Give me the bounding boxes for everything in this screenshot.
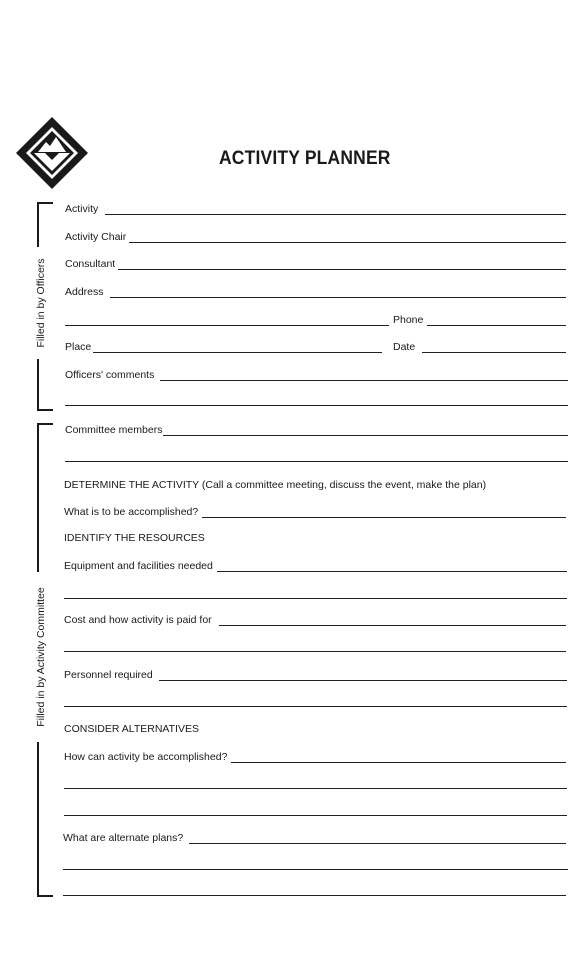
what-accomplished-label: What is to be accomplished? [64,506,199,518]
committee-members-field[interactable] [65,423,568,437]
address-label: Address [65,286,104,298]
how-accomplished-extra-1[interactable] [64,776,567,790]
activity-chair-field[interactable] [65,230,566,244]
consultant-field[interactable] [65,257,566,271]
how-accomplished-line[interactable] [231,762,566,763]
officers-comments-field[interactable] [65,368,568,382]
equipment-field[interactable] [64,559,567,573]
committee-members-line-2[interactable] [65,461,568,462]
equipment-label: Equipment and facilities needed [64,560,213,572]
cost-label: Cost and how activity is paid for [64,614,212,626]
personnel-line[interactable] [159,680,567,681]
cost-line[interactable] [219,625,566,626]
consultant-label: Consultant [65,258,116,270]
determine-heading-text: DETERMINE THE ACTIVITY [64,479,199,491]
identify-resources-heading: IDENTIFY THE RESOURCES [64,532,205,544]
how-accomplished-line-2[interactable] [64,788,567,789]
activity-line[interactable] [105,214,566,215]
activity-label: Activity [65,203,99,215]
officers-comments-label: Officers' comments [65,369,155,381]
committee-members-label: Committee members [65,424,163,436]
personnel-field[interactable] [64,668,567,682]
committee-members-line[interactable] [163,435,568,436]
officers-comments-line-2[interactable] [65,405,568,406]
address-phone-field[interactable] [65,313,566,327]
officers-comments-extra[interactable] [65,393,568,407]
equipment-extra[interactable] [64,586,567,600]
cost-field[interactable] [64,613,566,627]
consultant-line[interactable] [118,269,566,270]
activity-chair-label: Activity Chair [65,231,127,243]
committee-members-extra[interactable] [65,449,568,463]
address-field[interactable] [65,285,566,299]
emblem-logo [15,116,89,190]
activity-chair-line[interactable] [129,242,566,243]
how-accomplished-extra-2[interactable] [64,803,567,817]
officers-comments-line[interactable] [160,380,568,381]
place-date-field[interactable] [65,340,566,354]
equipment-line[interactable] [217,571,567,572]
phone-line[interactable] [427,325,566,326]
determine-heading-note: (Call a committee meeting, discuss the event, make the plan) [201,479,487,491]
consider-alternatives-heading: CONSIDER ALTERNATIVES [64,723,199,735]
alternate-plans-line-3[interactable] [63,895,566,896]
page-title: ACTIVITY PLANNER [219,148,391,169]
alternate-plans-extra-1[interactable] [63,857,568,871]
date-label: Date [393,341,416,353]
committee-side-label: Filled in by Activity Committee [35,572,47,742]
cost-extra[interactable] [64,639,566,653]
date-line[interactable] [422,352,566,353]
alternate-plans-line-2[interactable] [63,869,568,870]
how-accomplished-label: How can activity be accomplished? [64,751,228,763]
equipment-line-2[interactable] [64,598,567,599]
personnel-line-2[interactable] [64,706,567,707]
address-line[interactable] [110,297,566,298]
what-accomplished-field[interactable] [64,505,566,519]
alternate-plans-extra-2[interactable] [63,883,566,897]
how-accomplished-line-3[interactable] [64,815,567,816]
alternate-plans-field[interactable] [63,831,566,845]
place-line[interactable] [93,352,382,353]
personnel-extra[interactable] [64,694,567,708]
place-label: Place [65,341,92,353]
officers-side-label: Filled in by Officers [35,247,47,359]
cost-line-2[interactable] [64,651,566,652]
alternate-plans-label: What are alternate plans? [63,832,184,844]
determine-activity-heading [64,478,486,492]
phone-label: Phone [393,314,424,326]
how-accomplished-field[interactable] [64,750,566,764]
what-accomplished-line[interactable] [202,517,566,518]
personnel-label: Personnel required [64,669,153,681]
alternate-plans-line[interactable] [189,843,566,844]
address-line-2[interactable] [65,325,389,326]
activity-field[interactable] [65,202,566,216]
